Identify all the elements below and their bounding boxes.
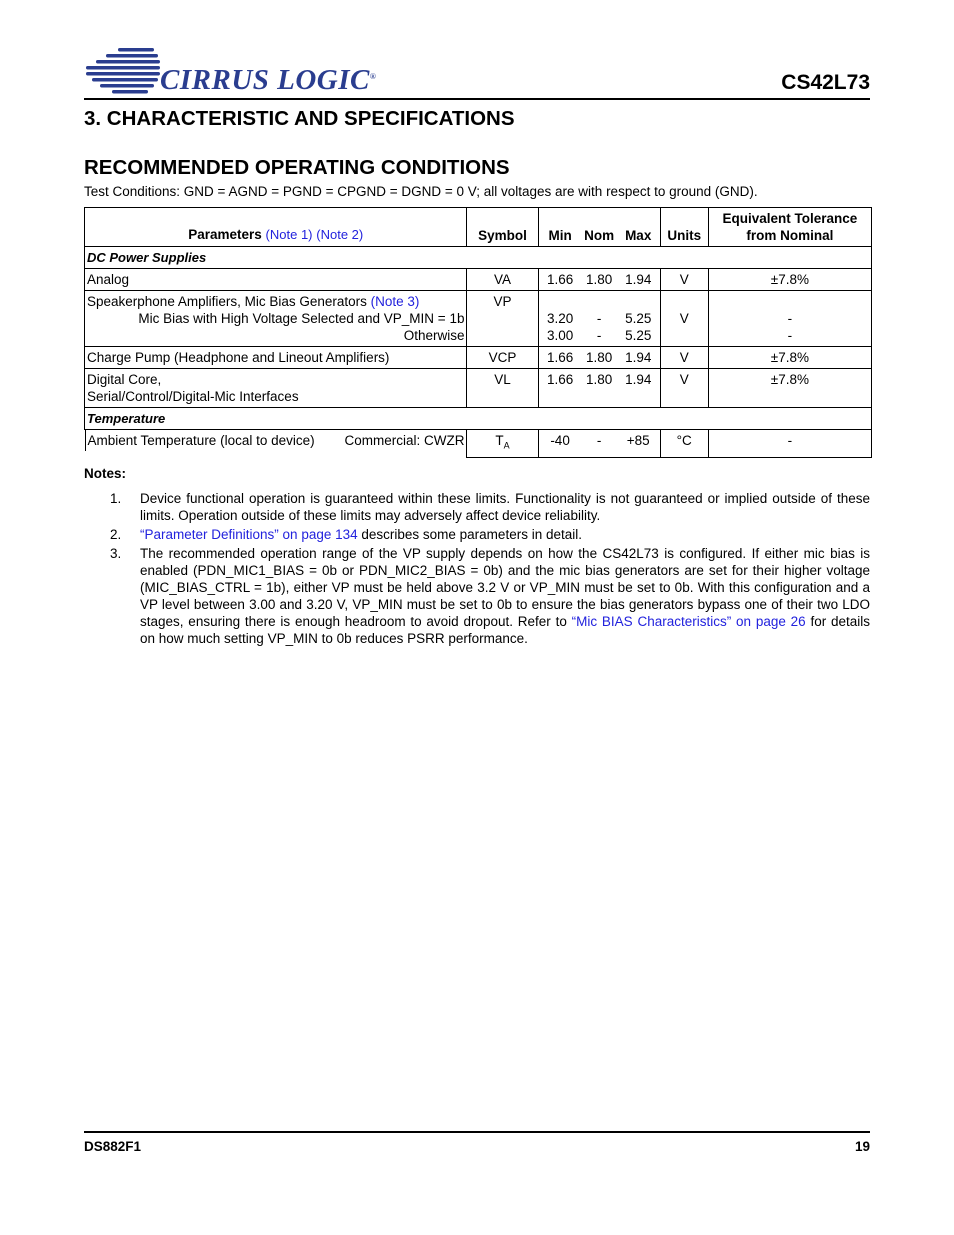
mic-bias-characteristics-link[interactable]: “Mic BIAS Characteristics” on page 26 [571,614,806,629]
table-row-temp: Ambient Temperature (local to device) Commercial: CWZR $T_A$ -40 - +85 °C - [85,430,872,458]
operating-conditions-table [84,207,872,458]
logo-text: CIRRUS LOGIC® [160,64,377,96]
note-item: 3. The recommended operation range of the VP supply depends on how the CS42L73 is configured. If either mic bias is enabled (PDN_MIC1_BIAS = 0b or PDN_MIC2_BIAS = 0b) and the mic bias generators are set for their higher voltage (MIC_BIAS_CTRL = 1b), either VP must be held above 3.2 V or VP_MIN must be set to 0b. With this configuration and a VP level between 3.00 and 3.20 V, VP_MIN must be set to 0b to ensure the bias generators bypass one of their two LDO stages, ensuring there is enough headroom to avoid dropout. Refer to “Mic BIAS Characteristics” on page 26 for details on how much setting VP_MIN to 0b reduces PSRR performance. [110,546,871,646]
notes-label: Notes: [84,466,127,481]
header-symbol: Symbol [467,208,538,247]
header-parameters: Parameters (Note 1) (Note 2) [85,208,467,247]
logo-swoosh-icon [84,46,164,96]
footer-rule [84,1131,870,1133]
table-row-vcp: Charge Pump (Headphone and Lineout Amplifiers) VCP 1.66 1.80 1.94 V ±7.8% [85,347,872,369]
table-row-analog: Analog VA 1.66 1.80 1.94 V ±7.8% [85,269,872,291]
page-number: 19 [854,1139,870,1154]
header-units: Units [660,208,708,247]
header-min-nom-max: Min Nom Max [538,208,660,247]
cirrus-logic-logo [84,46,164,101]
table-row-vl: Digital Core, Serial/Control/Digital-Mic Interfaces VL 1.66 1.80 1.94 V ±7.8% [85,369,872,408]
note-item: 1. Device functional operation is guaranteed within these limits. Functionality is not guaranteed or implied outside of these limits. Operation outside of these limits may adversely affect device reliability. [110,491,870,523]
note2-link[interactable]: (Note 2) [316,227,364,242]
note1-link[interactable]: (Note 1) [265,227,313,242]
section-row-dc: DC Power Supplies [85,247,872,269]
table-row-vp: Speakerphone Amplifiers, Mic Bias Generators (Note 3) Mic Bias with High Voltage Selected and VP_MIN = 1b Otherwise VP 3.20 - 5.25 3.00 - 5.25 V - - [85,291,872,347]
note3-link[interactable]: (Note 3) [370,294,420,309]
subsection-title: RECOMMENDED OPERATING CONDITIONS [84,156,510,179]
section-title: 3. CHARACTERISTIC AND SPECIFICATIONS [84,107,515,130]
header-rule [84,98,870,100]
part-number: CS42L73 [781,71,870,94]
header-tolerance: Equivalent Tolerance from Nominal [708,208,871,247]
section-row-temperature: Temperature [85,408,872,430]
note-item: 2. “Parameter Definitions” on page 134 describes some parameters in detail. [110,527,582,542]
document-id: DS882F1 [84,1139,142,1154]
test-conditions: Test Conditions: GND = AGND = PGND = CPGND = DGND = 0 V; all voltages are with respect to ground (GND). [84,184,758,199]
table-header-row [85,208,872,247]
parameter-definitions-link[interactable]: “Parameter Definitions” on page 134 [140,527,358,542]
